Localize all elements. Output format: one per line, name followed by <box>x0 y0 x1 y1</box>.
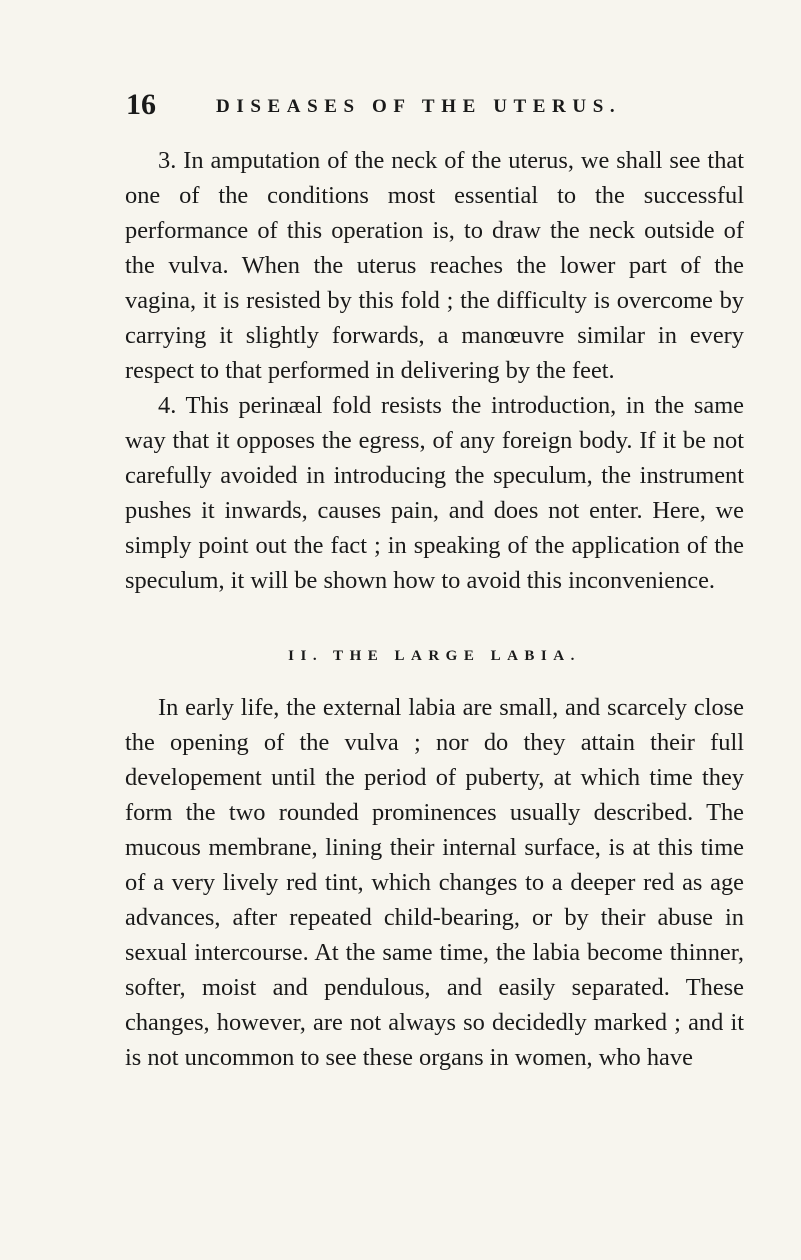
paragraph-large-labia: In early life, the external labia are small, and scarcely close the opening of the vulva ; nor do they attain their full developement until the period of puberty, at which time they form the two rounded prominences usually described. The mucous membrane, lining their internal surface, is at this time of a very lively red tint, which changes to a deeper red as age advances, after repeated child-bearing, or by their abuse in sexual intercourse. At the same time, the labia become thinner, softer, moist and pendulous, and easily separated. These changes, however, are not always so decidedly marked ; and it is not uncommon to see these organs in women, who have <box>125 694 744 1071</box>
page-number: 16 <box>126 88 156 121</box>
paragraph-4: 4. This perinæal fold resists the introduction, in the same way that it opposes the egress, of any foreign body. If it be not carefully avoided in introducing the speculum, the instrument pushes it inwards, causes pain, and does not enter. Here, we simply point out the fact ; in speaking of the application of the speculum, it will be shown how to avoid this inconvenience. <box>125 392 744 594</box>
text-block-section-i <box>125 143 744 598</box>
section-heading: II. THE LARGE LABIA. <box>288 648 581 664</box>
running-head: DISEASES OF THE UTERUS. <box>216 96 622 117</box>
page-header <box>126 88 746 128</box>
paragraph-3: 3. In amputation of the neck of the uterus, we shall see that one of the conditions most essential to the successful performance of this operation is, to draw the neck outside of the vulva. When the uterus reaches the lower part of the vagina, it is resisted by this fold ; the difficulty is overcome by carrying it slightly forwards, a manœuvre similar in every respect to that performed in delivering by the feet. <box>125 147 744 384</box>
text-block-section-ii <box>125 690 744 1075</box>
